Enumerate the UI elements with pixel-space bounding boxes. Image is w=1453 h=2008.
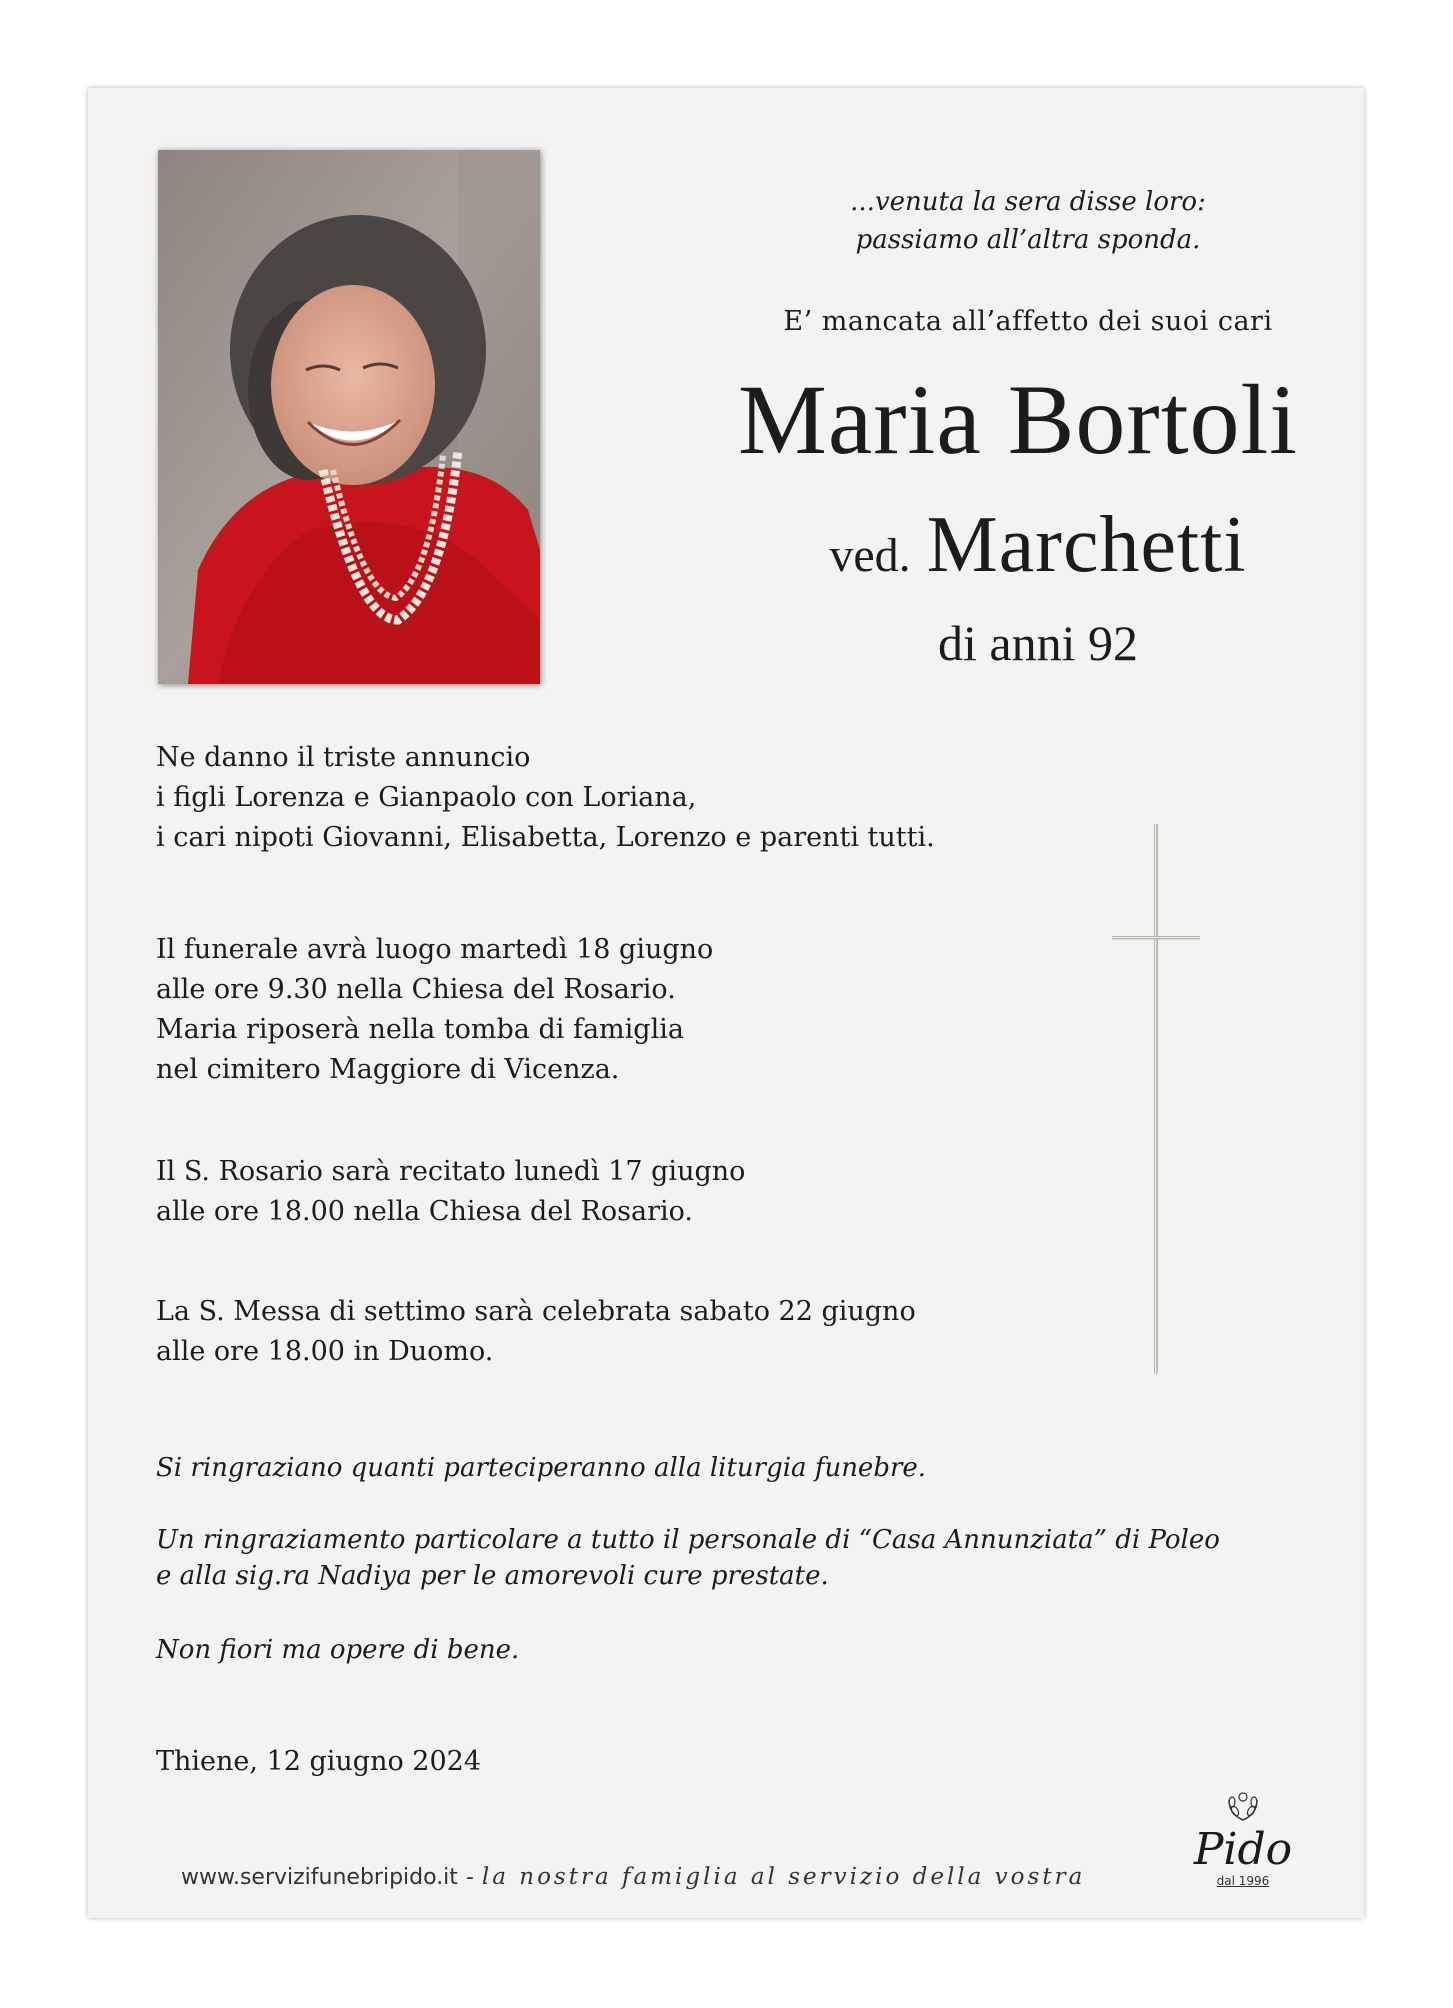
epigraph <box>728 183 1328 259</box>
married-surname: Marchetti <box>926 501 1247 589</box>
portrait-photo <box>158 150 540 684</box>
epigraph-line: passiamo all’altra sponda. <box>855 225 1201 255</box>
funeral-paragraph <box>156 930 713 1090</box>
portrait-illustration <box>158 150 540 684</box>
deceased-name: Maria Bortoli <box>737 364 1299 475</box>
place-date: Thiene, 12 giugno 2024 <box>156 1746 482 1777</box>
thanks-special <box>156 1522 1220 1594</box>
thanks-general: Si ringraziano quanti parteciperanno alla liturgia funebre. <box>156 1453 927 1483</box>
age-text: di anni 92 <box>938 615 1138 671</box>
mass-paragraph <box>156 1292 916 1372</box>
thanks-special-line: Un ringraziamento particolare a tutto il personale di “Casa Annunziata” di Poleo <box>156 1525 1220 1555</box>
mass-line: alle ore 18.00 in Duomo. <box>156 1336 494 1367</box>
announcement-paragraph <box>156 738 935 858</box>
married-prefix: ved. <box>829 529 911 582</box>
rosary-line: Il S. Rosario sarà recitato lunedì 17 giugno <box>156 1156 746 1187</box>
rosary-paragraph <box>156 1152 745 1232</box>
funeral-line: alle ore 9.30 nella Chiesa del Rosario. <box>156 974 676 1005</box>
announcement-line: Ne danno il triste annuncio <box>156 742 531 773</box>
mass-line: La S. Messa di settimo sarà celebrata sabato 22 giugno <box>156 1296 916 1327</box>
footer-motto: la nostra famiglia al servizio della vostra <box>481 1864 1086 1890</box>
logo-since: dal 1996 <box>1216 1874 1270 1888</box>
laurel-wreath-icon <box>1223 1788 1263 1822</box>
footer <box>181 1864 1085 1890</box>
rosary-line: alle ore 18.00 nella Chiesa del Rosario. <box>156 1196 693 1227</box>
announcement-line: i figli Lorenza e Gianpaolo con Loriana, <box>156 782 697 813</box>
married-name <box>688 500 1388 591</box>
funeral-home-logo <box>1178 1788 1308 1898</box>
funeral-line: Maria riposerà nella tomba di famiglia <box>156 1014 684 1045</box>
announcement-line: i cari nipoti Giovanni, Elisabetta, Lorenzo e parenti tutti. <box>156 822 935 853</box>
footer-separator: - <box>465 1865 474 1890</box>
thanks-special-line: e alla sig.ra Nadiya per le amorevoli cure prestate. <box>156 1561 829 1591</box>
epigraph-line: ...venuta la sera disse loro: <box>850 187 1206 217</box>
website-link[interactable]: www.servizifunebripido.it <box>181 1865 458 1890</box>
funeral-line: Il funerale avrà luogo martedì 18 giugno <box>156 934 714 965</box>
obituary-card <box>88 88 1364 1918</box>
logo-name: Pido <box>1193 1824 1293 1875</box>
intro-text: E’ mancata all’affetto dei suoi cari <box>783 306 1273 337</box>
cross-icon <box>1108 824 1208 1384</box>
funeral-line: nel cimitero Maggiore di Vicenza. <box>156 1054 620 1085</box>
no-flowers-text: Non fiori ma opere di bene. <box>156 1635 520 1665</box>
